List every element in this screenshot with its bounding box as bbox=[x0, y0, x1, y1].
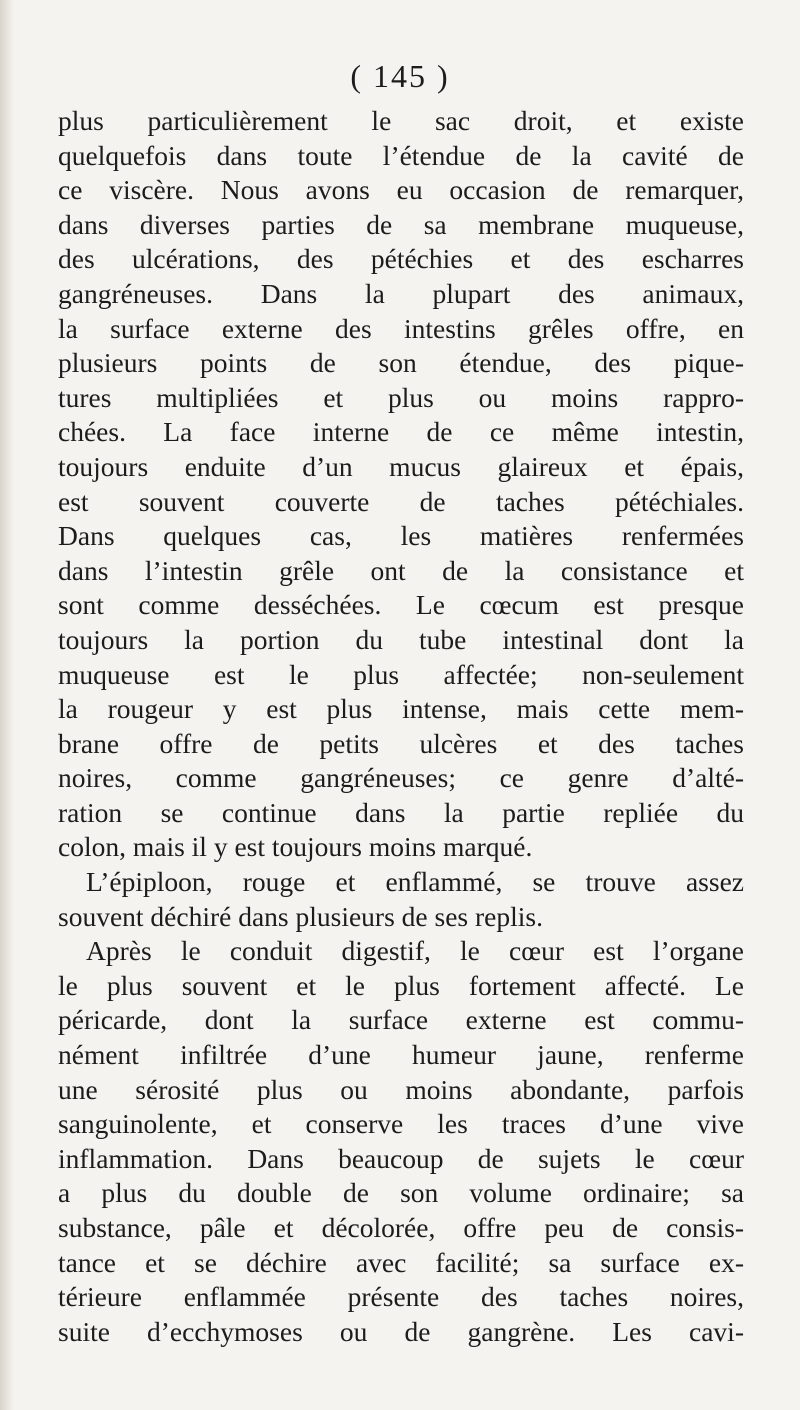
text-line: noires, comme gangréneuses; ce genre d’alté- bbox=[58, 762, 744, 794]
text-line: tance et se déchire avec facilité; sa surface ex- bbox=[58, 1246, 744, 1278]
text-line: substance, pâle et décolorée, offre peu de consis- bbox=[58, 1212, 744, 1243]
text-line: L’épiploon, rouge et enflammé, se trouve assez bbox=[86, 866, 744, 898]
paragraph-1 bbox=[58, 104, 744, 865]
text-line: sanguinolente, et conserve les traces d’une vive bbox=[58, 1108, 744, 1140]
text-line: la surface externe des intestins grêles offre, en bbox=[58, 312, 744, 344]
body-text bbox=[58, 104, 744, 1349]
text-line: des ulcérations, des pétéchies et des escharres bbox=[58, 243, 744, 275]
text-line: chées. La face interne de ce même intestin, bbox=[58, 416, 744, 448]
text-line: colon, mais il y est toujours moins marqué. bbox=[58, 831, 533, 863]
page-edge-shadow bbox=[0, 0, 14, 1410]
text-line: péricarde, dont la surface externe est commu- bbox=[58, 1004, 744, 1036]
text-line: brane offre de petits ulcères et des taches bbox=[58, 727, 744, 759]
text-line: le plus souvent et le plus fortement affecté. Le bbox=[58, 969, 744, 1001]
text-line: gangréneuses. Dans la plupart des animaux, bbox=[58, 277, 744, 309]
text-line: la rougeur y est plus intense, mais cette mem- bbox=[58, 693, 744, 725]
text-line: Dans quelques cas, les matières renfermées bbox=[58, 520, 744, 552]
text-line: toujours la portion du tube intestinal dont la bbox=[58, 623, 744, 655]
text-line: inflammation. Dans beaucoup de sujets le cœur bbox=[58, 1142, 744, 1174]
text-line: plus particulièrement le sac droit, et existe bbox=[58, 105, 744, 136]
text-line: quelquefois dans toute l’étendue de la cavité de bbox=[58, 139, 744, 171]
paragraph-2 bbox=[58, 865, 744, 934]
text-line: tures multipliées et plus ou moins rappro- bbox=[58, 381, 744, 413]
text-line: Après le conduit digestif, le cœur est l’organe bbox=[86, 935, 744, 967]
text-line: une sérosité plus ou moins abondante, parfois bbox=[58, 1073, 744, 1105]
text-line: ration se continue dans la partie repliée du bbox=[58, 796, 744, 828]
text-line: toujours enduite d’un mucus glaireux et épais, bbox=[58, 450, 744, 482]
paragraph-3 bbox=[58, 934, 744, 1349]
text-line: plusieurs points de son étendue, des pique- bbox=[58, 347, 744, 379]
text-line: dans diverses parties de sa membrane muqueuse, bbox=[58, 208, 744, 240]
text-line: ce viscère. Nous avons eu occasion de remarquer, bbox=[58, 174, 744, 206]
text-line: a plus du double de son volume ordinaire; sa bbox=[58, 1177, 744, 1209]
text-line: muqueuse est le plus affectée; non-seulement bbox=[58, 658, 744, 690]
text-line: dans l’intestin grêle ont de la consistance et bbox=[58, 554, 744, 586]
text-line: est souvent couverte de taches pétéchiales. bbox=[58, 485, 744, 517]
text-line: nément infiltrée d’une humeur jaune, renferme bbox=[58, 1039, 744, 1071]
text-line: suite d’ecchymoses ou de gangrène. Les cavi- bbox=[58, 1315, 744, 1347]
text-line: térieure enflammée présente des taches noires, bbox=[58, 1281, 744, 1313]
page-number: ( 145 ) bbox=[350, 58, 450, 94]
text-line: souvent déchiré dans plusieurs de ses replis. bbox=[58, 900, 543, 932]
text-line: sont comme desséchées. Le cœcum est presque bbox=[58, 589, 744, 621]
